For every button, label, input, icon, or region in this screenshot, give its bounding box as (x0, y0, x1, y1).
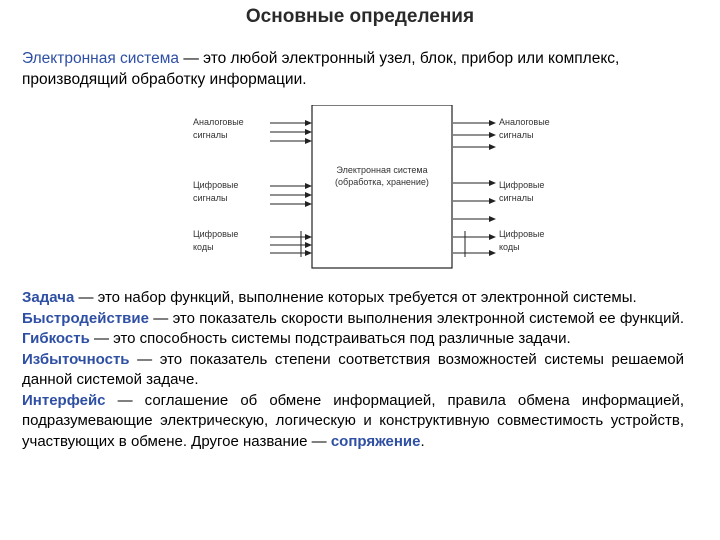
term-flexibility: Гибкость (22, 330, 90, 347)
definition-redundancy (22, 350, 684, 391)
system-diagram (185, 105, 575, 275)
output-label-analog-1: Аналоговые (499, 117, 550, 127)
definition-interface-text: — соглашение об обмене информацией, правила обмена информацией, подразумевающие электрическую, логическую и конструктивную совместимость устройств, участвующих в обмене. Другое название — (22, 391, 684, 450)
output-label-digital-2: сигналы (499, 193, 534, 203)
definition-task-text: — это набор функций, выполнение которых требуется от электронной системы. (74, 289, 637, 306)
definitions-list (22, 288, 684, 452)
definition-flexibility-text: — это способность системы подстраиваться под различные задачи. (89, 330, 571, 347)
term-task: Задача (22, 289, 75, 306)
input-label-codes-2: коды (193, 242, 214, 252)
definition-speed-text: — это показатель скорости выполнения электронной системой ее функций. (148, 309, 684, 327)
intro-paragraph (22, 48, 692, 90)
intro-term: Электронная система (22, 50, 180, 67)
page-title: Основные определения (245, 6, 475, 27)
input-label-digital-1: Цифровые (193, 180, 239, 190)
box-label-line1: Электронная система (336, 165, 428, 175)
output-label-codes-1: Цифровые (499, 229, 545, 239)
term-redundancy: Избыточность (22, 350, 130, 368)
term-conjugation: сопряжение (330, 432, 421, 450)
output-label-digital-1: Цифровые (499, 180, 545, 190)
definition-task (22, 288, 684, 309)
input-label-digital-2: сигналы (193, 193, 228, 203)
definition-interface (22, 391, 684, 453)
input-label-analog-1: Аналоговые (193, 117, 244, 127)
intro-text: — это любой электронный узел, блок, прибор или комплекс, производящий обработку информации. (22, 50, 620, 88)
output-label-analog-2: сигналы (499, 130, 534, 140)
output-label-codes-2: коды (499, 242, 520, 252)
box-label-line2: (обработка, хранение) (335, 177, 429, 187)
definition-interface-tail: . (420, 432, 425, 450)
term-speed: Быстродействие (22, 309, 149, 327)
term-interface: Интерфейс (22, 391, 106, 409)
input-arrows (270, 123, 311, 257)
input-label-analog-2: сигналы (193, 130, 228, 140)
definition-speed (22, 309, 684, 330)
definition-flexibility (22, 329, 684, 350)
definition-redundancy-text: — это показатель степени соответствия возможностей системы решаемой данной системой задаче. (22, 350, 684, 388)
input-label-codes-1: Цифровые (193, 229, 239, 239)
output-arrows (453, 123, 495, 257)
